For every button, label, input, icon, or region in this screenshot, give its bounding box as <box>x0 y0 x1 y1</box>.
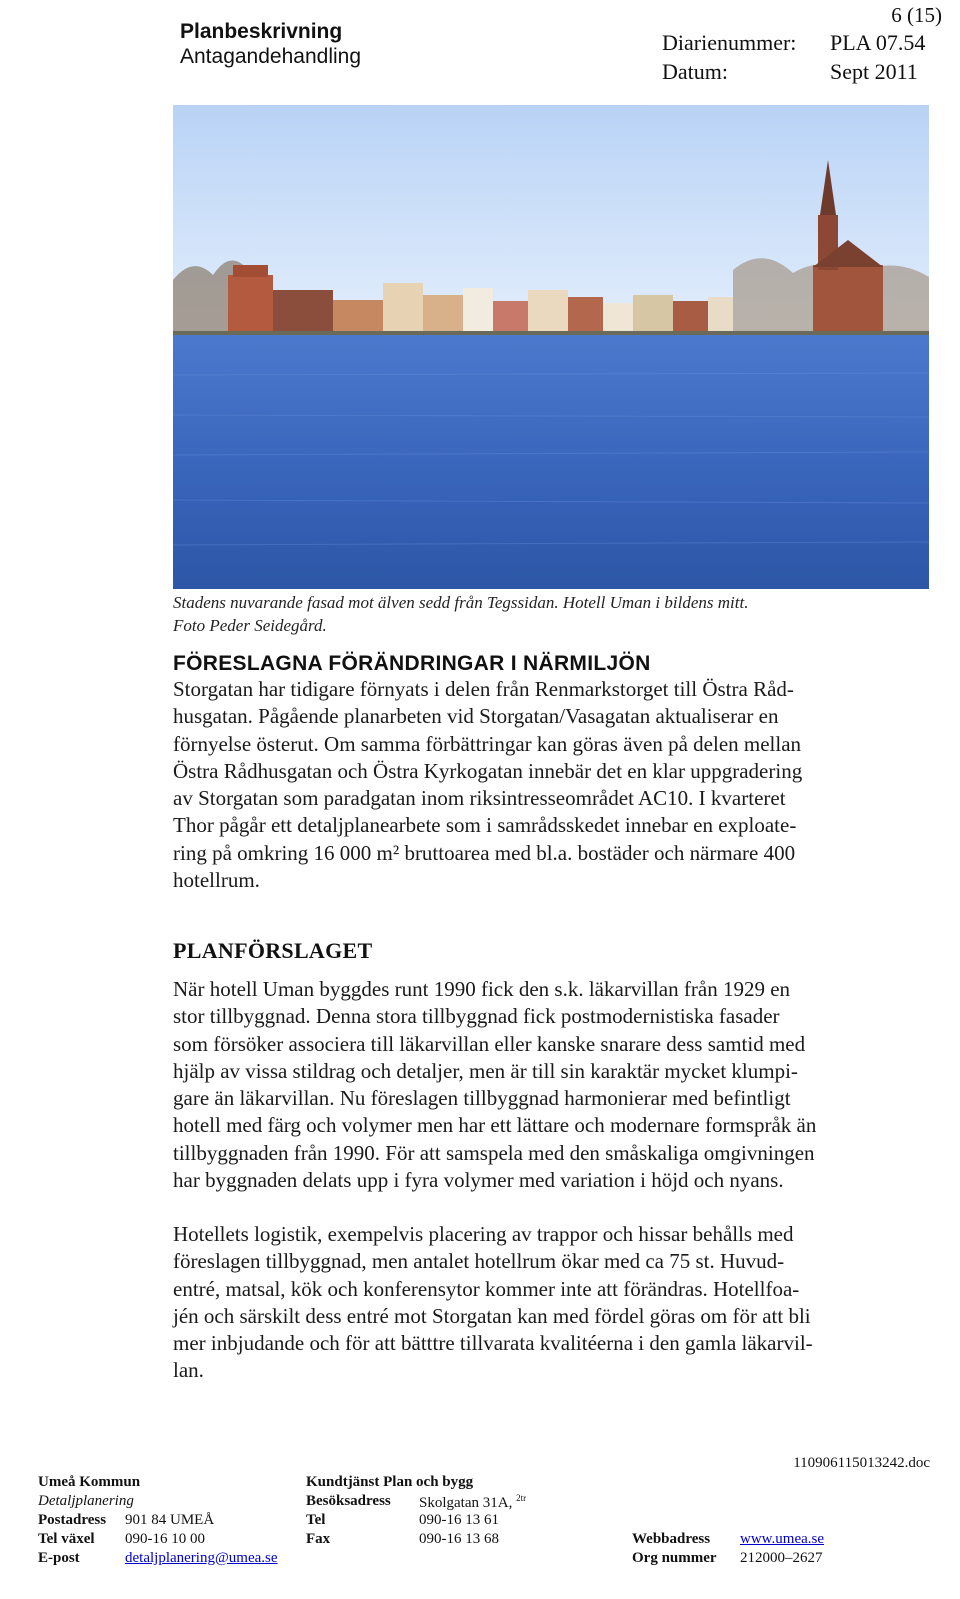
text-line: hotell med färg och volymer men har ett lättare och modernare formspråk än <box>173 1113 817 1138</box>
caption-line: Foto Peder Seidegård. <box>173 616 327 635</box>
text-line: Hotellets logistik, exempelvis placering av trappor och hissar behålls med <box>173 1222 794 1246</box>
document-file-id: 110906115013242.doc <box>793 1455 930 1471</box>
text-line: entré, matsal, kök och konferensytor kommer inte att förändras. Hotellfoa- <box>173 1276 800 1301</box>
text-line: Storgatan har tidigare förnyats i delen från Renmarkstorget till Östra Råd- <box>173 677 794 701</box>
footer-org-nummer-label: Org nummer <box>632 1550 717 1566</box>
text-line: stor tillbyggnad. Denna stora tillbyggnad fick postmodernistiska fasader <box>173 1004 780 1029</box>
text-line: hotellrum. <box>173 868 260 893</box>
text-line: föreslagen tillbyggnad, men antalet hotellrum ökar med ca 75 st. Huvud- <box>173 1249 785 1274</box>
text-line: ring på omkring 16 000 m² bruttoarea med bl.a. bostäder och närmare 400 <box>173 840 796 865</box>
text-line: av Storgatan som paradgatan inom riksintresseområdet AC10. I kvarteret <box>173 786 786 811</box>
footer-org-nummer-value: 212000–2627 <box>740 1550 823 1566</box>
datum-value: Sept 2011 <box>830 59 918 84</box>
document-subtitle: Antagandehandling <box>180 45 362 68</box>
text-line: som försöker associera till läkarvillan eller kanske snarare dess samtid med <box>173 1031 806 1056</box>
footer-fax-label: Fax <box>306 1531 331 1547</box>
paragraph-narmiljon <box>173 676 802 894</box>
text-line: gare än läkarvillan. Nu föreslagen tillbyggnad harmonierar med befintligt <box>173 1086 791 1111</box>
footer-kundtjanst: Kundtjänst Plan och bygg <box>306 1474 474 1490</box>
section-heading-narmiljon: FÖRESLAGNA FÖRÄNDRINGAR I NÄRMILJÖN <box>173 652 651 675</box>
river-photo <box>173 105 929 589</box>
text-line: Östra Rådhusgatan och Östra Kyrkogatan innebär det en klar uppgradering <box>173 758 803 783</box>
text-line: När hotell Uman byggdes runt 1990 fick den s.k. läkarvillan från 1929 en <box>173 977 791 1001</box>
text-line: tillbyggnaden från 1990. För att samspela med den småskaliga omgivningen <box>173 1140 815 1165</box>
document-title: Planbeskrivning <box>180 20 343 43</box>
section-heading-planforslaget: PLANFÖRSLAGET <box>173 938 373 963</box>
footer-webb-label: Webbadress <box>632 1531 711 1547</box>
footer-tel-value: 090-16 13 61 <box>419 1512 499 1528</box>
photo-caption <box>173 591 748 637</box>
footer-besoksadress-label: Besöksadress <box>306 1493 391 1509</box>
footer-besoksadress-floor: 2tr <box>516 1493 527 1503</box>
datum-label: Datum: <box>662 59 728 84</box>
text-line: husgatan. Pågående planarbeten vid Storgatan/Vasagatan aktualiserar en <box>173 704 779 729</box>
footer-postadress-value: 901 84 UMEÅ <box>125 1512 215 1528</box>
text-line: hjälp av vissa stildrag och detaljer, men är till sin karaktär mycket klumpi- <box>173 1058 798 1083</box>
footer-dept: Detaljplanering <box>38 1493 134 1509</box>
text-line: mer inbjudande och för att bätttre tillvarata kvalitéerna i den gamla läkarvil- <box>173 1331 813 1356</box>
footer-telvaxel-value: 090-16 10 00 <box>125 1531 205 1547</box>
caption-line: Stadens nuvarande fasad mot älven sedd från Tegssidan. Hotell Uman i bildens mitt. <box>173 593 749 612</box>
footer-fax-value: 090-16 13 68 <box>419 1531 499 1547</box>
paragraph-planforslaget-1 <box>173 976 816 1194</box>
footer-epost-label: E-post <box>38 1550 80 1566</box>
header-meta <box>662 28 925 86</box>
footer-email-link[interactable]: detaljplanering@umea.se <box>125 1550 278 1566</box>
paragraph-planforslaget-2 <box>173 1221 813 1385</box>
text-line: lan. <box>173 1358 204 1383</box>
footer-website-link[interactable]: www.umea.se <box>740 1531 825 1547</box>
footer-postadress-label: Postadress <box>38 1512 107 1528</box>
text-line: har byggnaden delats upp i fyra volymer med variation i höjd och nyans. <box>173 1168 784 1193</box>
text-line: Thor pågår ett detaljplanearbete som i samrådsskedet innebar en exploate- <box>173 813 797 838</box>
text-line: jén och särskilt dess entré mot Storgatan kan med fördel göras om för att bli <box>173 1303 811 1328</box>
diarienummer-label: Diarienummer: <box>662 30 797 55</box>
footer-telvaxel-label: Tel växel <box>38 1531 95 1547</box>
text-line: förnyelse österut. Om samma förbättringar kan göras även på delen mellan <box>173 731 802 756</box>
page-number: 6 (15) <box>891 3 942 27</box>
footer-tel-label: Tel <box>306 1512 326 1528</box>
footer-besoksadress-value: Skolgatan 31A, $^{2tr}$ <box>419 1493 527 1511</box>
diarienummer-value: PLA 07.54 <box>830 30 926 55</box>
footer-org: Umeå Kommun <box>38 1474 141 1490</box>
